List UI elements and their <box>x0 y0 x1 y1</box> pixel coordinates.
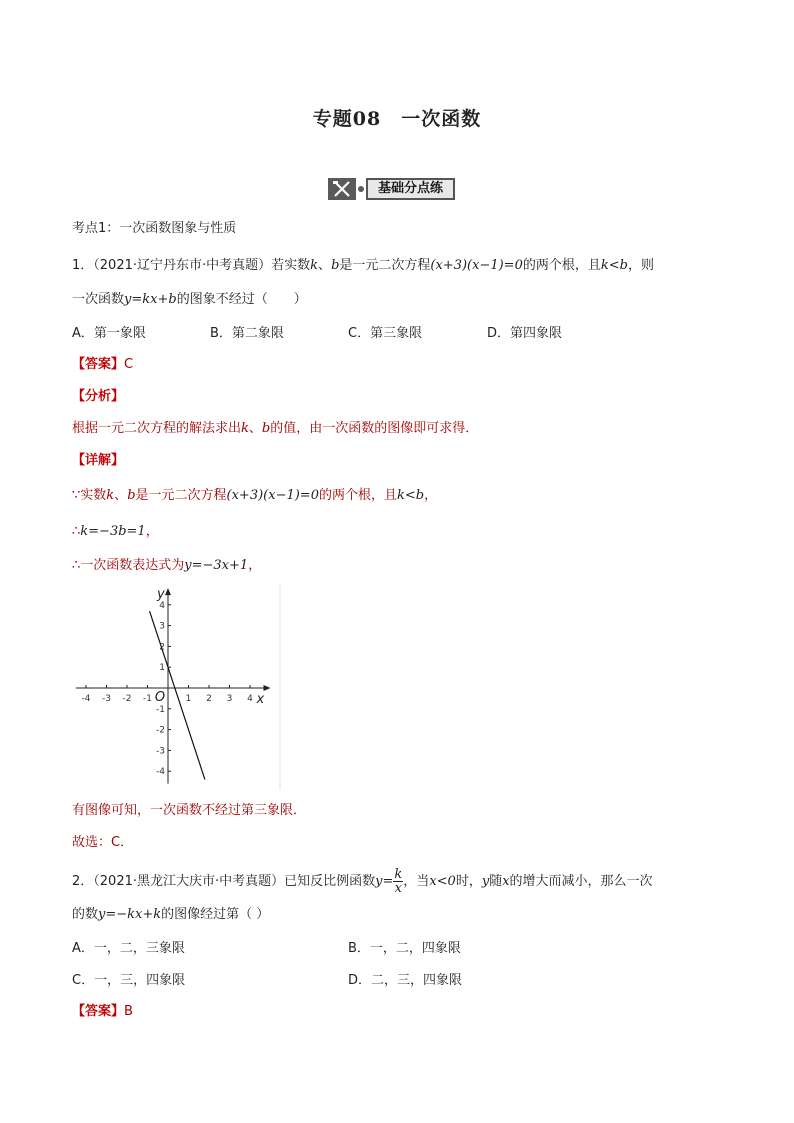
q2-option-c: C．一，三，四象限 <box>72 973 186 988</box>
section-heading: 考点1：一次函数图象与性质 <box>72 221 237 236</box>
q1-option-c: C．第三象限 <box>348 326 423 341</box>
x-tick-label: -2 <box>122 694 132 704</box>
q1-option-a: A．第一象限 <box>72 326 146 341</box>
q1-choose: 故选：C． <box>72 835 134 850</box>
crossed-tools-icon <box>328 178 356 200</box>
origin-label: O <box>154 690 166 705</box>
page-title: 专题08 一次函数 <box>312 108 482 130</box>
y-tick-label: 1 <box>159 663 165 674</box>
q1-answer: 【答案】C <box>72 357 134 372</box>
q1-option-b: B．第二象限 <box>210 326 284 341</box>
x-tick-label: 4 <box>247 694 253 704</box>
q1-line1: 1．（2021·辽宁丹东市·中考真题）若实数k、b是一元二次方程(x+3)(x−1)=0的两个根，且k<b，则 <box>72 258 654 273</box>
q1-detail-1: ∵实数k、b是一元二次方程(x+3)(x−1)=0的两个根，且k<b， <box>72 488 438 503</box>
x-tick-label: -3 <box>102 694 111 704</box>
x-axis-arrow <box>264 685 271 691</box>
y-axis-arrow <box>165 588 171 595</box>
y-tick-label: -4 <box>156 767 165 778</box>
y-tick-label: 2 <box>159 642 165 653</box>
q2-option-a: A．一，二，三象限 <box>72 941 185 956</box>
x-tick-label: -1 <box>143 694 152 704</box>
x-tick-label: 2 <box>206 694 212 704</box>
q2-option-b: B．一，二，四象限 <box>348 941 461 956</box>
q2-line1: 2．（2021·黑龙江大庆市·中考真题）已知反比例函数y= $\frac{k}{x}$ ，当x<0时，y随x的增大而减小，那么一次 <box>72 867 653 896</box>
q1-analysis-label: 【分析】 <box>72 389 125 404</box>
y-tick-label: -1 <box>156 704 165 715</box>
q2-line2: 的数y=−kx+k的图像经过第（ ） <box>72 907 270 922</box>
y-tick-label: -2 <box>156 725 165 736</box>
q1-detail-3: ∴一次函数表达式为y=−3x+1， <box>72 558 262 573</box>
y-tick-label: 4 <box>159 600 165 611</box>
banner-label: 基础分点练 <box>366 178 455 200</box>
q1-analysis-text: 根据一元二次方程的解法求出k、b的值，由一次函数的图像即可求得． <box>72 421 479 436</box>
y-axis-label: y <box>157 587 165 603</box>
q1-conclusion: 有图像可知，一次函数不经过第三象限． <box>72 803 307 818</box>
function-graph <box>70 582 282 792</box>
section-banner <box>328 178 455 200</box>
banner-dot <box>358 186 364 192</box>
y-tick-label: -3 <box>156 746 165 757</box>
q1-detail-label: 【详解】 <box>72 453 125 468</box>
q1-line2: 一次函数y=kx+b的图象不经过（ ） <box>72 292 307 307</box>
y-tick-label: 3 <box>159 621 165 632</box>
q1-detail-2: ∴k=−3b=1， <box>72 524 159 539</box>
x-tick-label: 1 <box>185 694 192 704</box>
q2-option-d: D．二，三，四象限 <box>348 973 463 988</box>
q2-answer: 【答案】B <box>72 1004 133 1019</box>
x-tick-label: -4 <box>81 694 91 704</box>
x-axis-label: x <box>256 692 265 707</box>
fraction-k-over-x: $\frac{k}{x}$ <box>394 867 403 896</box>
x-tick-label: 3 <box>226 694 233 704</box>
q1-option-d: D．第四象限 <box>487 326 563 341</box>
